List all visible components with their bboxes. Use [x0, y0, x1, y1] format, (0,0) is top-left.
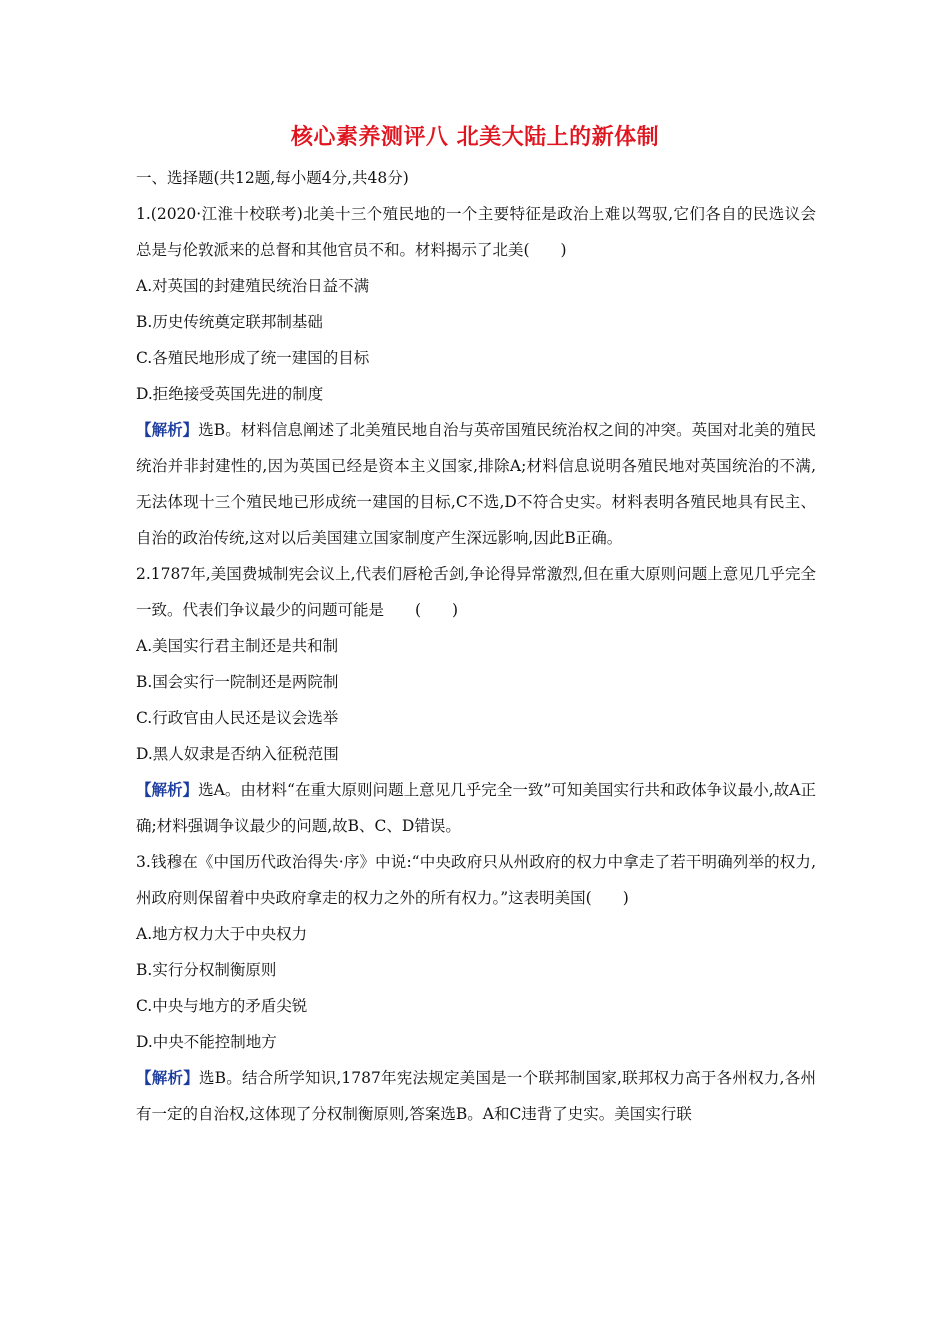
question-2-analysis [136, 772, 816, 844]
question-3-option-b: B.实行分权制衡原则 [136, 961, 277, 979]
question-1-option-d: D.拒绝接受英国先进的制度 [136, 385, 324, 403]
analysis-label: 【解析】 [136, 420, 199, 439]
question-1-stem: 1.(2020·江淮十校联考)北美十三个殖民地的一个主要特征是政治上难以驾驭,它们各自的民选议会总是与伦敦派来的总督和其他官员不和。材料揭示了北美( ) [136, 205, 816, 259]
page-title: 核心素养测评八 北美大陆上的新体制 [290, 125, 660, 150]
question-2-option-b: B.国会实行一院制还是两院制 [136, 673, 339, 691]
analysis-text: 选A。由材料“在重大原则问题上意见几乎完全一致”可知美国实行共和政体争议最小,故A正确;材料强调争议最少的问题,故B、C、D错误。 [136, 781, 816, 835]
question-2-stem: 2.1787年,美国费城制宪会议上,代表们唇枪舌剑,争论得异常激烈,但在重大原则问题上意见几乎完全一致。代表们争议最少的问题可能是 ( ) [136, 565, 816, 619]
question-1-analysis [136, 412, 816, 556]
question-2-option-d: D.黑人奴隶是否纳入征税范围 [136, 745, 339, 763]
question-1-option-c: C.各殖民地形成了统一建国的目标 [136, 349, 370, 367]
question-1-option-a: A.对英国的封建殖民统治日益不满 [136, 277, 370, 295]
analysis-text: 选B。结合所学知识,1787年宪法规定美国是一个联邦制国家,联邦权力高于各州权力,各州有一定的自治权,这体现了分权制衡原则,答案选B。A和C违背了史实。美国实行联 [136, 1069, 816, 1123]
section-heading: 一、选择题(共12题,每小题4分,共48分) [136, 169, 409, 187]
document-body [136, 160, 816, 1132]
question-3-option-d: D.中央不能控制地方 [136, 1033, 277, 1051]
question-3-option-a: A.地方权力大于中央权力 [136, 925, 308, 943]
question-2-option-a: A.美国实行君主制还是共和制 [136, 637, 339, 655]
question-3-analysis [136, 1060, 816, 1132]
question-3-option-c: C.中央与地方的矛盾尖锐 [136, 997, 308, 1015]
analysis-label: 【解析】 [136, 1068, 199, 1087]
analysis-text: 选B。材料信息阐述了北美殖民地自治与英帝国殖民统治权之间的冲突。英国对北美的殖民统治并非封建性的,因为英国已经是资本主义国家,排除A;材料信息说明各殖民地对英国统治的不满,无法体现十三个殖民地已形成统一建国的目标,C不选,D不符合史实。材料表明各殖民地具有民主、自治的政治传统,这对以后美国建立国家制度产生深远影响,因此B正确。 [136, 421, 816, 547]
question-3-stem: 3.钱穆在《中国历代政治得失·序》中说:“中央政府只从州政府的权力中拿走了若干明确列举的权力,州政府则保留着中央政府拿走的权力之外的所有权力。”这表明美国( ) [136, 853, 816, 907]
question-2-option-c: C.行政官由人民还是议会选举 [136, 709, 339, 727]
analysis-label: 【解析】 [136, 780, 199, 799]
question-1-option-b: B.历史传统奠定联邦制基础 [136, 313, 323, 331]
